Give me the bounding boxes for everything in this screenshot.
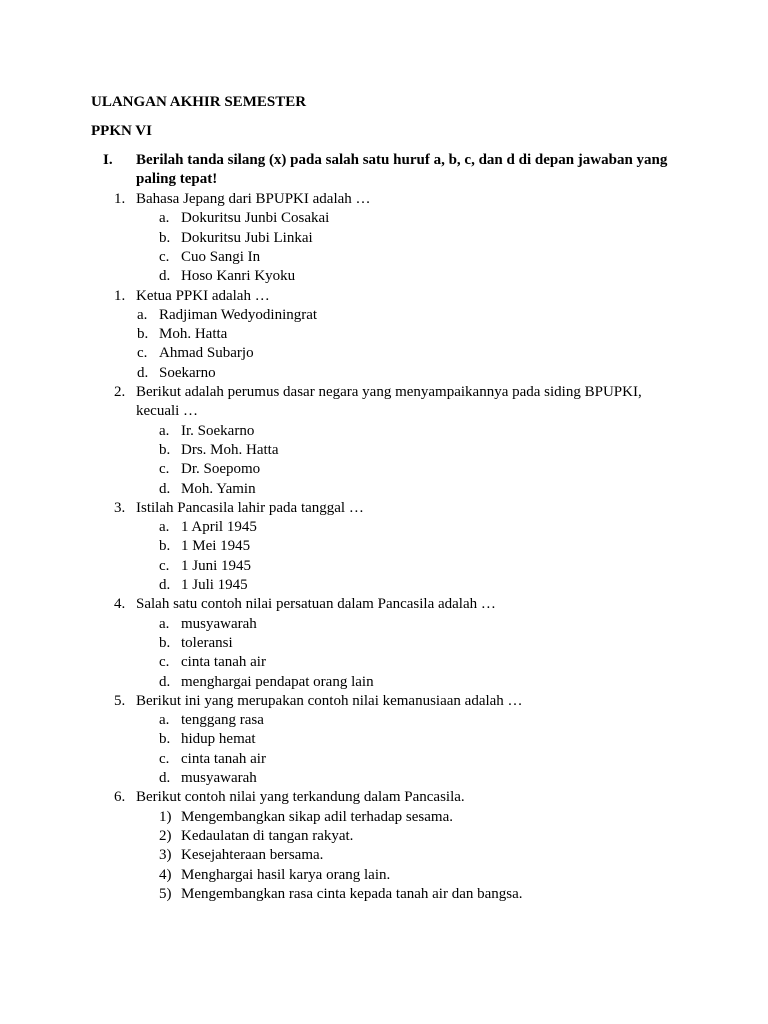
option-letter: b. [159, 634, 171, 651]
option-letter: 5) [159, 885, 172, 902]
option-text: tenggang rasa [181, 712, 264, 729]
option-text: 1 Juni 1945 [181, 557, 252, 574]
option-letter: b. [137, 326, 149, 343]
option-letter: d. [159, 673, 171, 690]
question-text: Berikut ini yang merupakan contoh nilai kemanusiaan adalah … [136, 692, 523, 709]
option-letter: c. [159, 654, 170, 671]
section-instruction-line2: paling tepat! [136, 171, 218, 187]
option-letter: a. [159, 519, 170, 536]
option-text: menghargai pendapat orang lain [181, 673, 374, 690]
option-letter: a. [159, 615, 170, 632]
option-text: musyawarah [181, 770, 257, 786]
question-number: 1. [114, 191, 126, 207]
option-letter: d. [159, 268, 171, 285]
option-letter: d. [137, 364, 149, 381]
option-letter: b. [159, 229, 171, 246]
option-text: Mengembangkan sikap adil terhadap sesama. [181, 808, 453, 825]
option-text: musyawarah [181, 615, 257, 632]
question-number: 5. [114, 692, 126, 709]
option-text: Radjiman Wedyodiningrat [159, 306, 318, 323]
option-text: Moh. Hatta [159, 326, 228, 343]
option-letter: c. [159, 461, 170, 478]
question-text: Berikut contoh nilai yang terkandung dalam Pancasila. [136, 789, 465, 806]
option-letter: d. [159, 480, 171, 497]
question-text: Bahasa Jepang dari BPUPKI adalah … [136, 191, 371, 207]
option-text: Cuo Sangi In [181, 248, 261, 265]
option-text: Dokuritsu Jubi Linkai [181, 229, 313, 246]
option-letter: c. [137, 345, 148, 362]
option-letter: 2) [159, 827, 172, 844]
option-letter: 3) [159, 847, 172, 864]
option-letter: c. [159, 557, 170, 574]
document-title: ULANGAN AKHIR SEMESTER [91, 94, 307, 110]
option-text: hidup hemat [181, 731, 256, 748]
option-text: Moh. Yamin [181, 480, 256, 497]
option-text: Drs. Moh. Hatta [181, 441, 279, 458]
option-text: Dokuritsu Junbi Cosakai [181, 210, 330, 227]
question-text: kecuali … [136, 403, 199, 420]
option-letter: d. [159, 577, 171, 593]
option-letter: a. [137, 306, 148, 323]
option-text: Mengembangkan rasa cinta kepada tanah air dan bangsa. [181, 885, 523, 902]
option-text: Kedaulatan di tangan rakyat. [181, 827, 354, 844]
option-text: 1 April 1945 [181, 519, 257, 536]
option-letter: d. [159, 770, 171, 786]
question-text: Berikut adalah perumus dasar negara yang menyampaikannya pada siding BPUPKI, [136, 384, 642, 400]
option-text: Dr. Soepomo [181, 461, 261, 478]
option-letter: a. [159, 210, 170, 227]
question-number: 2. [114, 384, 126, 400]
option-letter: 1) [159, 808, 172, 825]
option-letter: b. [159, 731, 171, 748]
option-letter: c. [159, 750, 170, 767]
section-instruction-line1: Berilah tanda silang (x) pada salah satu huruf a, b, c, dan d di depan jawaban yang [136, 152, 668, 168]
question-text: Salah satu contoh nilai persatuan dalam Pancasila adalah … [136, 596, 496, 613]
option-text: 1 Mei 1945 [181, 538, 251, 555]
option-letter: b. [159, 441, 171, 458]
option-letter: a. [159, 712, 170, 729]
option-text: Soekarno [159, 364, 216, 381]
option-letter: 4) [159, 866, 172, 883]
question-text: Ketua PPKI adalah … [136, 287, 270, 304]
question-number: 1. [114, 287, 126, 304]
option-text: Hoso Kanri Kyoku [181, 268, 296, 285]
option-text: toleransi [181, 634, 233, 651]
option-text: 1 Juli 1945 [181, 577, 248, 593]
question-number: 4. [114, 596, 126, 613]
option-letter: b. [159, 538, 171, 555]
question-number: 6. [114, 789, 126, 806]
option-text: Menghargai hasil karya orang lain. [181, 866, 391, 883]
question-number: 3. [114, 499, 126, 516]
option-text: Ahmad Subarjo [159, 345, 254, 362]
option-letter: c. [159, 248, 170, 265]
option-text: cinta tanah air [181, 750, 266, 767]
question-text: Istilah Pancasila lahir pada tanggal … [136, 499, 364, 516]
option-text: Ir. Soekarno [181, 422, 255, 439]
section-numeral: I. [103, 152, 113, 168]
option-letter: a. [159, 422, 170, 439]
subject-title: PPKN VI [91, 123, 152, 139]
option-text: cinta tanah air [181, 654, 266, 671]
option-text: Kesejahteraan bersama. [181, 847, 324, 864]
